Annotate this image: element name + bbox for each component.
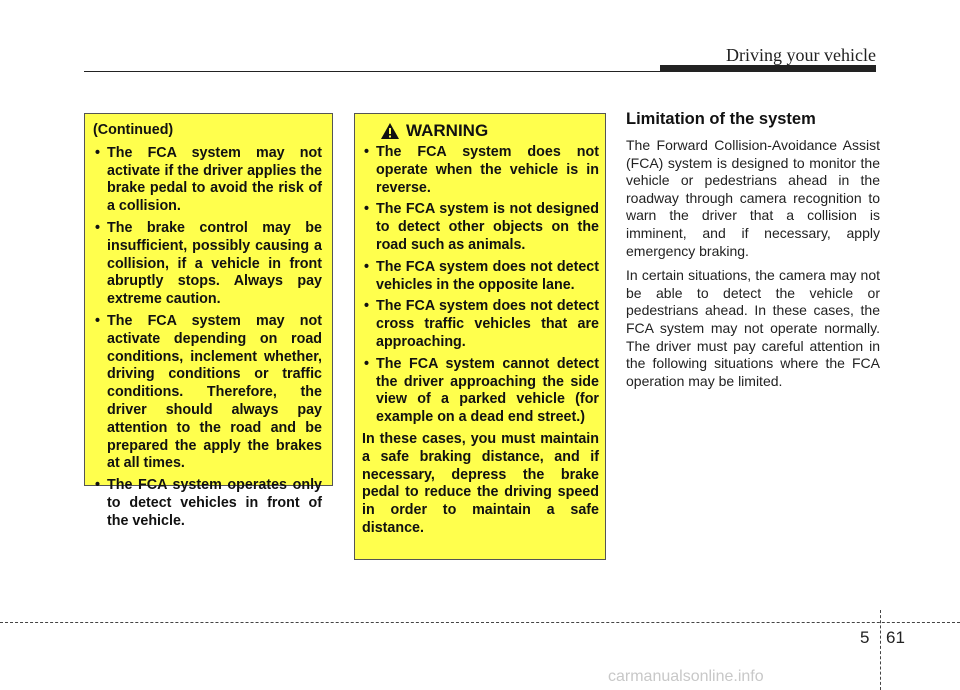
footer-divider	[880, 610, 881, 690]
footer-rule	[0, 622, 960, 623]
warning-title: WARNING	[406, 121, 489, 141]
limitation-paragraph: In certain situations, the camera may not be able to detect the vehicle or pedestrians ahead. In these cases, the FCA system may not operate normally. The driver must pay careful attention in the following situations where the FCA operation may be limited.	[626, 267, 880, 389]
page-number: 61	[886, 628, 905, 647]
limitation-heading: Limitation of the system	[626, 110, 816, 128]
watermark: carmanualsonline.info	[608, 668, 764, 685]
warning-header	[380, 122, 599, 140]
list-item: • The FCA system may not activate depending on road conditions, inclement whether, driving conditions or traffic conditions. Therefore, the driver should always pay attention to the road and be prepared the apply the brakes at all times.	[93, 313, 322, 473]
limitation-paragraph: The Forward Collision-Avoidance Assist (FCA) system is designed to monitor the vehicle or pedestrians ahead in the roadway through camera recognition to warn the driver that a collision is imminent, and if necessary, apply emergency braking.	[626, 137, 880, 259]
section-title: Driving your vehicle	[726, 45, 876, 65]
list-item: • The FCA system cannot detect the driver approaching the side view of a parked vehicle (for example on a dead end street.)	[362, 356, 599, 427]
continued-label: (Continued)	[93, 122, 174, 138]
continued-caution-box	[84, 113, 333, 529]
list-item: • The brake control may be insufficient, possibly causing a collision, if a vehicle in front abruptly stops. Always pay extreme caution.	[93, 220, 322, 309]
warning-box	[354, 113, 606, 560]
list-item: • The FCA system does not detect cross traffic vehicles that are approaching.	[362, 298, 599, 351]
warning-list	[362, 144, 599, 427]
warning-triangle-icon	[380, 122, 400, 140]
limitation-section	[626, 110, 880, 397]
caution-list	[93, 145, 322, 531]
warning-closing-text: In these cases, you must maintain a safe braking distance, and if necessary, depress the brake pedal to reduce the driving speed in order to maintain a safe distance.	[362, 430, 599, 536]
list-item: • The FCA system operates only to detect vehicles in front of the vehicle.	[93, 477, 322, 530]
header-rule-accent	[660, 65, 876, 72]
list-item: • The FCA system may not activate if the driver applies the brake pedal to avoid the risk of a collision.	[93, 145, 322, 216]
chapter-number: 5	[860, 628, 870, 647]
list-item: • The FCA system does not detect vehicles in the opposite lane.	[362, 259, 599, 295]
list-item: • The FCA system is not designed to detect other objects on the road such as animals.	[362, 201, 599, 254]
list-item: • The FCA system does not operate when the vehicle is in reverse.	[362, 144, 599, 197]
